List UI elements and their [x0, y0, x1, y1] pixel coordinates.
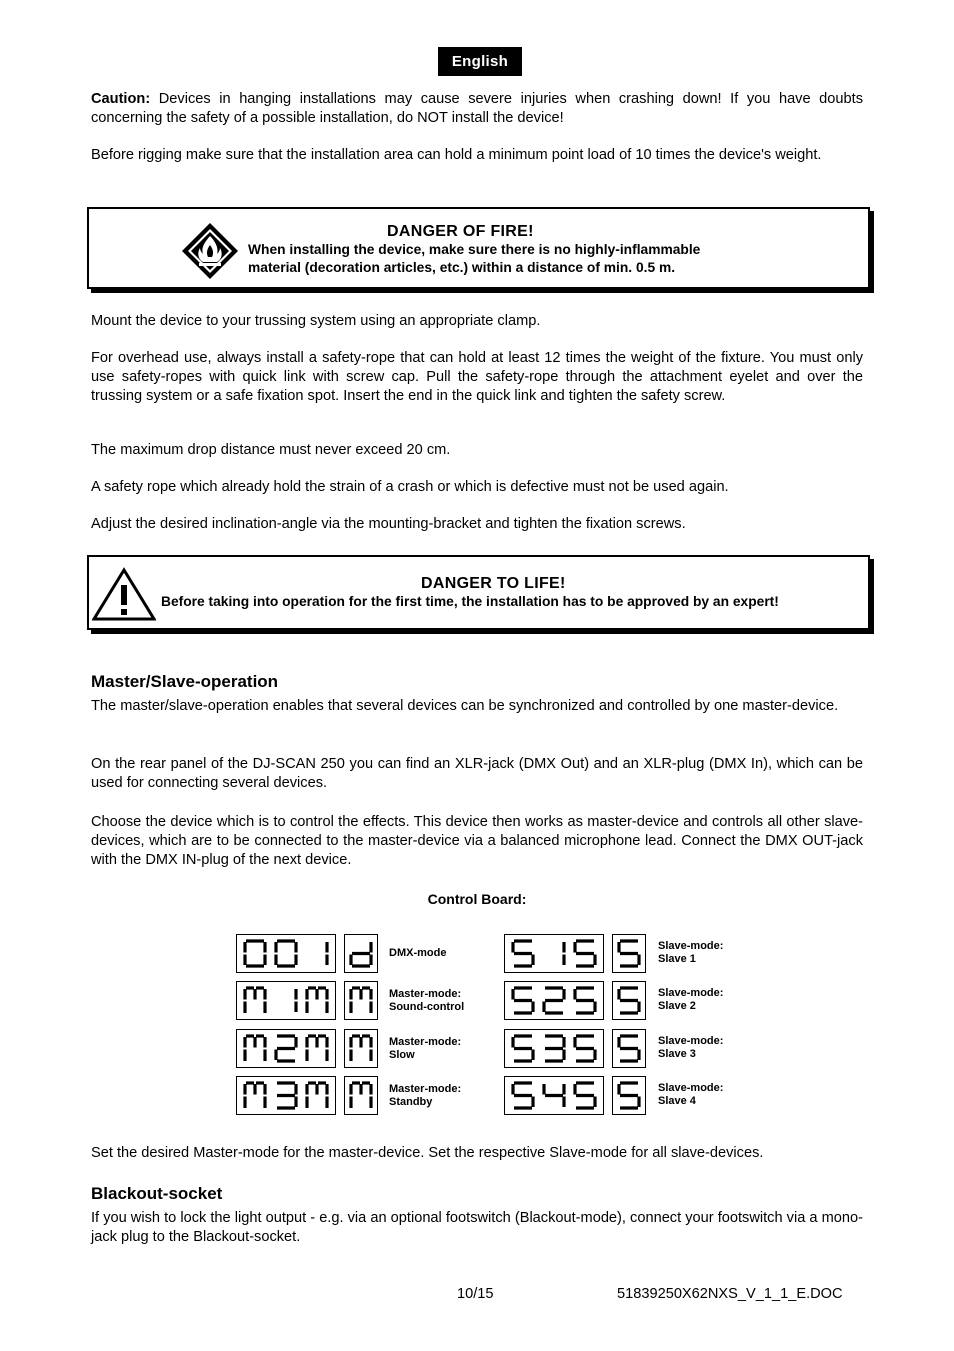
set-mode-paragraph: Set the desired Master-mode for the master-device. Set the respective Slave-mode for all slave-devices. [91, 1145, 764, 1161]
display-right-3 [504, 1029, 604, 1068]
mode-right-2 [612, 981, 646, 1020]
fire-warning-line2: material (decoration articles, etc.) within a distance of min. 0.5 m. [248, 260, 676, 275]
caption-right-3: Slave-mode: Slave 3 [658, 1035, 724, 1060]
adjust-angle-paragraph: Adjust the desired inclination-angle via the mounting-bracket and tighten the fixation screws. [91, 516, 686, 532]
caption-left-3: Master-mode: Slow [389, 1036, 462, 1061]
caption-left-2: Master-mode: Sound-control [389, 988, 465, 1013]
display-right-2 [504, 981, 604, 1020]
display-left-2 [236, 981, 336, 1020]
caution-label: Caution: [91, 91, 151, 107]
caption-right-1: Slave-mode: Slave 1 [658, 940, 724, 965]
life-warning-box [87, 555, 870, 630]
overhead-paragraph: For overhead use, always install a safety-rope that can hold at least 12 times the weight of the fixture. You must only use safety-ropes with quick link with screw cap. Pull the safety-rope through the attachment eyelet and over the trussing system or a safe fixation spot. Insert the end in the quick link and tighten the safety screw. [91, 350, 863, 404]
display-right-2-segments [505, 982, 603, 1019]
mode-left-2-segments [345, 982, 377, 1019]
mode-right-4-segments [613, 1077, 645, 1114]
caution-paragraph [91, 90, 863, 128]
warning-triangle-icon [92, 567, 156, 621]
display-left-1 [236, 934, 336, 973]
display-right-1-segments [505, 935, 603, 972]
mode-left-4 [344, 1076, 378, 1115]
life-warning-text: Before taking into operation for the first time, the installation has to be approved by an expert! [161, 594, 779, 609]
mode-right-3-segments [613, 1030, 645, 1067]
page-number: 10/15 [457, 1286, 494, 1302]
mode-left-1-segments [345, 935, 377, 972]
document-id: 51839250X62NXS_V_1_1_E.DOC [617, 1286, 843, 1302]
mode-left-1 [344, 934, 378, 973]
display-right-4 [504, 1076, 604, 1115]
display-left-1-segments [237, 935, 335, 972]
language-badge: English [438, 47, 522, 76]
mode-left-3-segments [345, 1030, 377, 1067]
display-left-3-segments [237, 1030, 335, 1067]
fire-hazard-icon [180, 221, 240, 281]
mode-left-3 [344, 1029, 378, 1068]
mode-right-2-segments [613, 982, 645, 1019]
rigging-paragraph: Before rigging make sure that the installation area can hold a minimum point load of 10 times the device's weight. [91, 147, 822, 163]
master-slave-heading: Master/Slave-operation [91, 672, 279, 691]
display-right-4-segments [505, 1077, 603, 1114]
master-slave-p1: The master/slave-operation enables that several devices can be synchronized and controlled by one master-device. [91, 698, 839, 714]
fire-warning-line1: When installing the device, make sure there is no highly-inflammable [248, 242, 701, 257]
caution-text: Devices in hanging installations may cause severe injuries when crashing down! If you have doubts concerning the safety of a possible installation, do NOT install the device! [91, 91, 863, 126]
mount-paragraph: Mount the device to your trussing system using an appropriate clamp. [91, 313, 541, 329]
blackout-heading: Blackout-socket [91, 1184, 223, 1203]
display-right-3-segments [505, 1030, 603, 1067]
mode-right-1-segments [613, 935, 645, 972]
display-left-3 [236, 1029, 336, 1068]
caption-left-4: Master-mode: Standby [389, 1083, 462, 1108]
mode-right-1 [612, 934, 646, 973]
master-slave-p3: Choose the device which is to control the effects. This device then works as master-device and controls all other slave-devices, which are to be connected to the master-device via a balanced microphone lead. Connect the DMX OUT-jack with the DMX IN-plug of the next device. [91, 814, 863, 868]
mode-right-3 [612, 1029, 646, 1068]
life-warning-title: DANGER TO LIFE! [421, 575, 566, 592]
display-left-4-segments [237, 1077, 335, 1114]
safety-rope-paragraph: A safety rope which already hold the strain of a crash or which is defective must not be used again. [91, 479, 729, 495]
mode-right-4 [612, 1076, 646, 1115]
caption-right-2: Slave-mode: Slave 2 [658, 987, 724, 1012]
master-slave-p2: On the rear panel of the DJ-SCAN 250 you can find an XLR-jack (DMX Out) and an XLR-plug (DMX In), which can be used for connecting several devices. [91, 756, 863, 791]
fire-warning-box [87, 207, 870, 289]
caption-left-1: DMX-mode [389, 947, 447, 959]
blackout-paragraph: If you wish to lock the light output - e.g. via an optional footswitch (Blackout-mode), connect your footswitch via a mono-jack plug to the Blackout-socket. [91, 1210, 863, 1245]
mode-left-4-segments [345, 1077, 377, 1114]
mode-left-2 [344, 981, 378, 1020]
control-board-title: Control Board: [427, 891, 527, 907]
display-left-4 [236, 1076, 336, 1115]
fire-warning-title: DANGER OF FIRE! [387, 223, 534, 240]
caption-right-4: Slave-mode: Slave 4 [658, 1082, 724, 1107]
drop-distance-paragraph: The maximum drop distance must never exceed 20 cm. [91, 442, 451, 458]
display-left-2-segments [237, 982, 335, 1019]
display-right-1 [504, 934, 604, 973]
